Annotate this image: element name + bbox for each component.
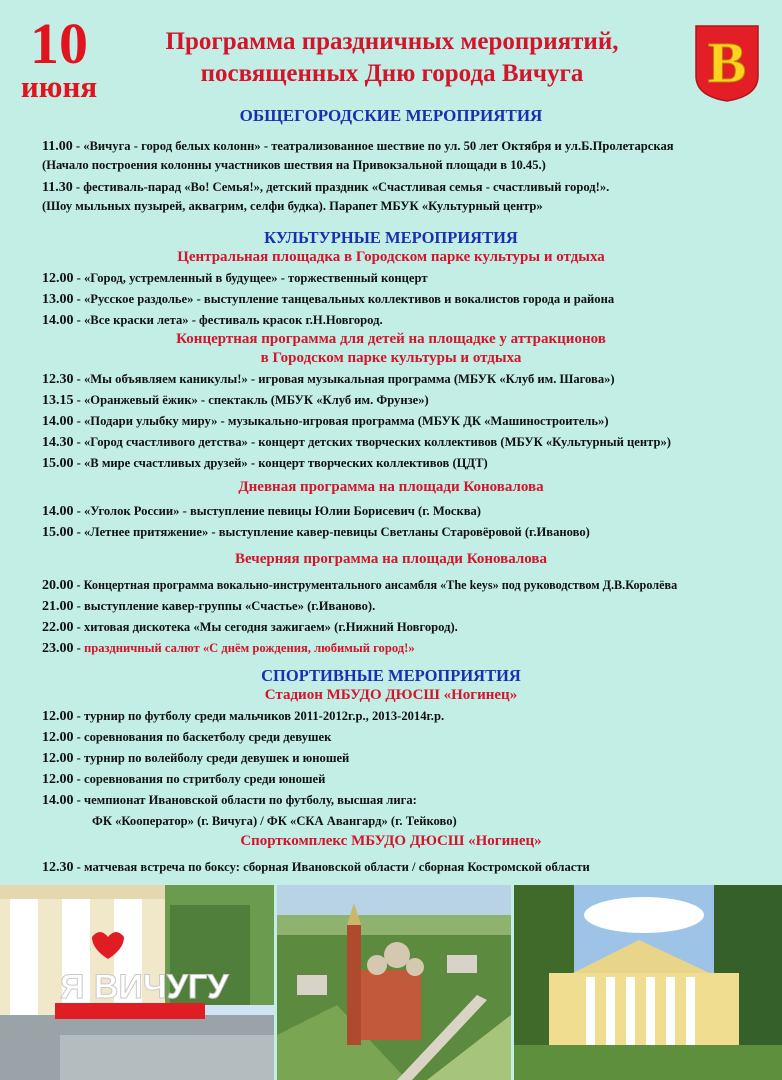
list-item bbox=[42, 706, 782, 727]
event-text: - турнир по футболу среди мальчиков 2011-2012г.р., 2013-2014г.р. bbox=[73, 709, 445, 723]
sign-text: Я ВИЧУГУ bbox=[60, 968, 229, 1006]
stadium-heading: Стадион МБУДО ДЮСШ «Ногинец» bbox=[264, 687, 518, 703]
event-text: - «Подари улыбку миру» - музыкально-игровая программа (МБУК ДК «Машиностроитель») bbox=[73, 414, 609, 428]
photo-colonnade bbox=[514, 885, 782, 1080]
list-item bbox=[42, 198, 782, 214]
event-text: - «Русское раздолье» - выступление танцевальных коллективов и вокалистов города и района bbox=[73, 292, 615, 306]
event-text: - «Вичуга - город белых колонн» - театрализованное шествие по ул. 50 лет Октября и ул.Б.Пролетарская bbox=[72, 139, 674, 153]
list-item bbox=[42, 157, 782, 173]
date-badge bbox=[10, 11, 108, 104]
event-time: 11.30 bbox=[42, 180, 73, 195]
event-time: 22.00 bbox=[42, 620, 74, 635]
event-text: - чемпионат Ивановской области по футболу, высшая лига: bbox=[73, 793, 417, 807]
event-text: - «Оранжевый ёжик» - спектакль (МБУК «Клуб им. Фрунзе») bbox=[73, 393, 429, 407]
evening-heading: Вечерняя программа на площади Коновалова bbox=[235, 551, 547, 567]
event-time: 12.00 bbox=[42, 271, 74, 286]
event-text: - «В мире счастливых друзей» - концерт творческих коллективов (ЦДТ) bbox=[73, 456, 488, 470]
event-text: - «Город, устремленный в будущее» - торжественный концерт bbox=[73, 271, 428, 285]
event-time: 13.00 bbox=[42, 292, 74, 307]
event-text: ФК «Кооператор» (г. Вичуга) / ФК «СКА Авангард» (г. Тейково) bbox=[92, 814, 457, 828]
event-text: - «Все краски лета» - фестиваль красок г.Н.Новгород. bbox=[73, 313, 383, 327]
date-day: 10 bbox=[30, 11, 88, 76]
list-item bbox=[42, 575, 782, 596]
event-text: - хитовая дискотека «Мы сегодня зажигаем» (г.Нижний Новгород). bbox=[73, 620, 458, 634]
event-text: (Шоу мыльных пузырей, аквагрим, селфи будка). Парапет МБУК «Культурный центр» bbox=[42, 199, 543, 213]
date-month: июня bbox=[20, 69, 98, 104]
list-item bbox=[42, 432, 782, 453]
event-time: 12.00 bbox=[42, 751, 74, 766]
park-heading: Центральная площадка в Городском парке культуры и отдыха bbox=[177, 249, 605, 265]
list-item bbox=[42, 638, 782, 659]
list-item bbox=[42, 369, 782, 390]
photo-city-sign bbox=[0, 885, 274, 1080]
page-title bbox=[108, 26, 676, 90]
event-text: - «Уголок России» - выступление певицы Юлии Борисевич (г. Москва) bbox=[73, 504, 482, 518]
title-line-1: Программа праздничных мероприятий, bbox=[165, 28, 619, 55]
photo-strip bbox=[0, 885, 782, 1080]
event-time: 12.00 bbox=[42, 709, 74, 724]
title-line-2: посвященных Дню города Вичуга bbox=[200, 60, 584, 87]
event-time: 14.00 bbox=[42, 793, 74, 808]
event-time: 14.00 bbox=[42, 414, 74, 429]
day-program-section bbox=[0, 478, 782, 543]
list-item bbox=[42, 453, 782, 474]
event-time: 12.00 bbox=[42, 730, 74, 745]
event-text: - турнир по волейболу среди девушек и юношей bbox=[73, 751, 350, 765]
event-text: - Концертная программа вокально-инструментального ансамбля «The keys» под руководством Д.В.Королёва bbox=[73, 578, 678, 592]
sports-section bbox=[0, 666, 782, 878]
kids-heading-line-2: в Городском парке культуры и отдыха bbox=[260, 350, 522, 366]
list-item bbox=[42, 177, 782, 198]
sports-heading: СПОРТИВНЫЕ МЕРОПРИЯТИЯ bbox=[261, 666, 521, 685]
event-text: - «Летнее притяжение» - выступление кавер-певицы Светланы Старовёровой (г.Иваново) bbox=[73, 525, 590, 539]
event-text: - «Мы объявляем каникулы!» - игровая музыкальная программа (МБУК «Клуб им. Шагова») bbox=[73, 372, 615, 386]
event-time: 12.30 bbox=[42, 860, 74, 875]
event-time: 12.30 bbox=[42, 372, 74, 387]
event-time: 20.00 bbox=[42, 578, 74, 593]
event-time: 13.15 bbox=[42, 393, 74, 408]
event-time: 23.00 bbox=[42, 641, 74, 656]
list-item bbox=[42, 289, 782, 310]
list-item bbox=[42, 310, 782, 331]
kids-section bbox=[0, 330, 782, 474]
event-time: 11.00 bbox=[42, 139, 73, 154]
event-time: 21.00 bbox=[42, 599, 74, 614]
list-item bbox=[42, 136, 782, 157]
event-time: 15.00 bbox=[42, 525, 74, 540]
list-item bbox=[42, 596, 782, 617]
list-item bbox=[42, 617, 782, 638]
event-text: - выступление кавер-группы «Счастье» (г.Иваново). bbox=[73, 599, 376, 613]
list-item bbox=[42, 748, 782, 769]
event-time: 14.30 bbox=[42, 435, 74, 450]
list-item bbox=[42, 411, 782, 432]
event-text: (Начало построения колонны участников шествия на Привокзальной площади в 10.45.) bbox=[42, 158, 546, 172]
event-text: - фестиваль-парад «Во! Семья!», детский праздник «Счастливая семья - счастливый город!». bbox=[72, 180, 610, 194]
city-emblem-icon bbox=[694, 24, 760, 102]
cultural-section bbox=[0, 228, 782, 331]
cultural-heading: КУЛЬТУРНЫЕ МЕРОПРИЯТИЯ bbox=[264, 228, 518, 247]
event-time: 14.00 bbox=[42, 504, 74, 519]
citywide-heading: ОБЩЕГОРОДСКИЕ МЕРОПРИЯТИЯ bbox=[239, 106, 543, 125]
event-time: 14.00 bbox=[42, 313, 74, 328]
kids-heading-line-1: Концертная программа для детей на площадке у аттракционов bbox=[176, 331, 606, 347]
event-text: - соревнования по баскетболу среди девушек bbox=[73, 730, 332, 744]
list-item bbox=[42, 811, 782, 831]
event-text: - «Город счастливого детства» - концерт детских творческих коллективов (МБУК «Культурный центр») bbox=[73, 435, 671, 449]
event-time: 15.00 bbox=[42, 456, 74, 471]
list-item bbox=[42, 727, 782, 748]
salute-text: праздничный салют «С днём рождения, любимый город!» bbox=[84, 641, 415, 655]
complex-heading: Спорткомплекс МБУДО ДЮСШ «Ногинец» bbox=[240, 833, 542, 849]
list-item bbox=[42, 501, 782, 522]
event-text: - соревнования по стритболу среди юношей bbox=[73, 772, 326, 786]
emblem-letter: В bbox=[707, 30, 747, 95]
event-text: - матчевая встреча по боксу: сборная Ивановской области / сборная Костромской области bbox=[73, 860, 590, 874]
citywide-section bbox=[0, 106, 782, 214]
list-item bbox=[42, 769, 782, 790]
event-text: - bbox=[73, 641, 84, 655]
list-item bbox=[42, 268, 782, 289]
list-item bbox=[42, 790, 782, 811]
list-item bbox=[42, 857, 782, 878]
list-item bbox=[42, 390, 782, 411]
photo-church bbox=[277, 885, 511, 1080]
event-time: 12.00 bbox=[42, 772, 74, 787]
list-item bbox=[42, 522, 782, 543]
day-heading: Дневная программа на площади Коновалова bbox=[238, 479, 544, 495]
evening-program-section bbox=[0, 550, 782, 659]
